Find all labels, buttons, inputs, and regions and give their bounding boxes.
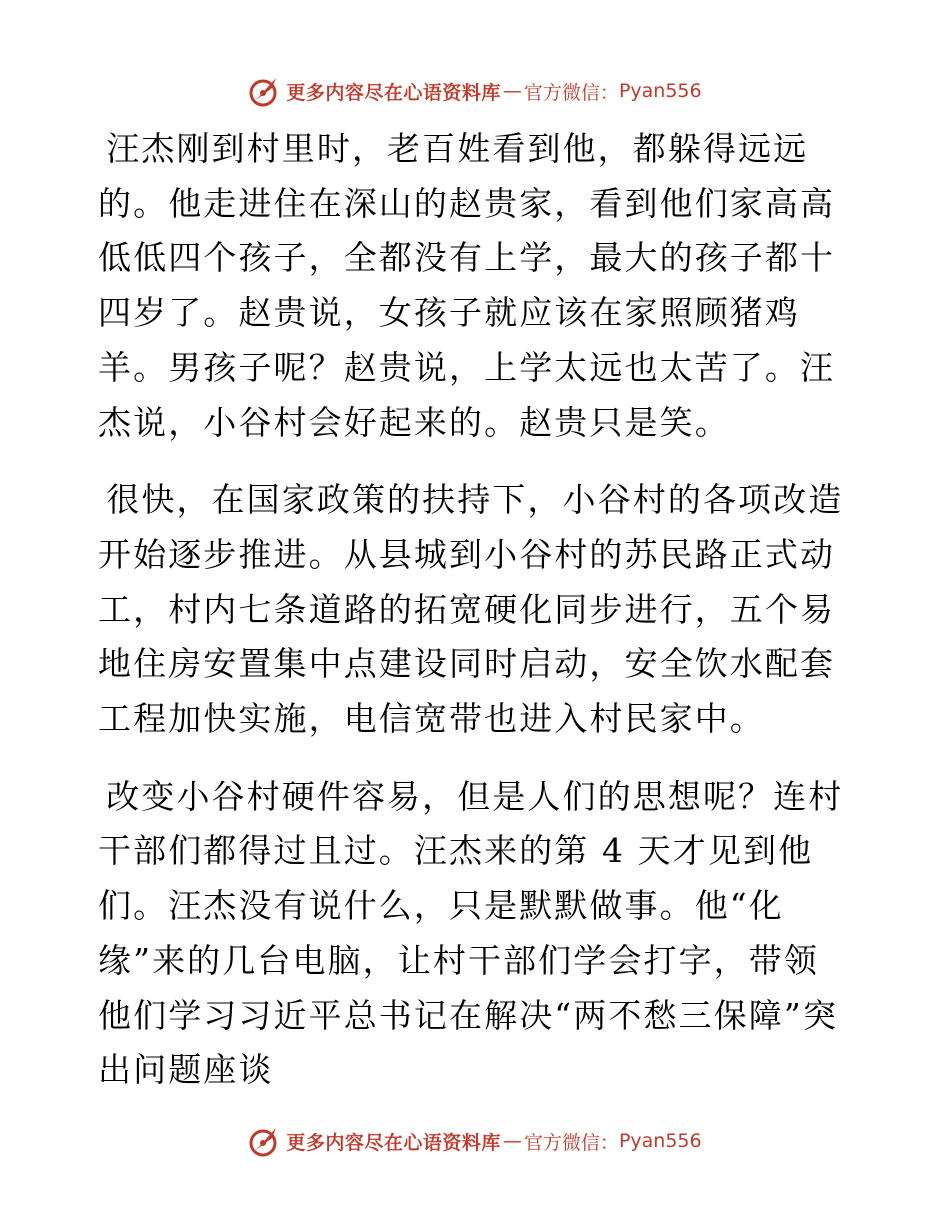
paragraph-1: 汪杰刚到村里时，老百姓看到他，都躲得远远的。他走进住在深山的赵贵家，看到他们家高高低低四个孩子，全都没有上学，最大的孩子都十四岁了。赵贵说，女孩子就应该在家照顾猪鸡羊。男孩子呢？赵贵说，上学太远也太苦了。汪杰说，小谷村会好起来的。赵贵只是笑。 <box>98 129 836 442</box>
banner-site-name: 更多内容尽在心语资料库 <box>286 81 501 104</box>
banner-official-label: 官方微信： <box>523 81 619 104</box>
quill-logo-icon <box>248 74 282 108</box>
document-body <box>98 122 850 1098</box>
banner-separator: — <box>502 80 522 102</box>
paragraph-2: 很快，在国家政策的扶持下，小谷村的各项改造开始逐步推进。从县城到小谷村的苏民路正式动工，村内七条道路的拓宽硬化同步进行，五个易地住房安置集中点建设同时启动，安全饮水配套工程加快实施，电信宽带也进入村民家中。 <box>98 480 844 739</box>
banner-site-name: 更多内容尽在心语资料库 <box>286 1131 501 1154</box>
banner-wechat-id: Pyan556 <box>618 1130 702 1152</box>
paragraph-3: 改变小谷村硬件容易，但是人们的思想呢？连村干部们都得过且过。汪杰来的第 4 天才见到他们。汪杰没有说什么，只是默默做事。他“化缘”来的几台电脑，让村干部们学会打字，带领他们学习习近平总书记在解决“两不愁三保障”突出问题座谈 <box>98 776 844 1090</box>
quill-logo-icon <box>248 1124 282 1158</box>
banner-separator: — <box>502 1130 522 1152</box>
header-banner <box>0 74 950 108</box>
footer-banner <box>0 1124 950 1158</box>
banner-wechat-id: Pyan556 <box>618 80 702 102</box>
banner-official-label: 官方微信： <box>523 1131 619 1154</box>
